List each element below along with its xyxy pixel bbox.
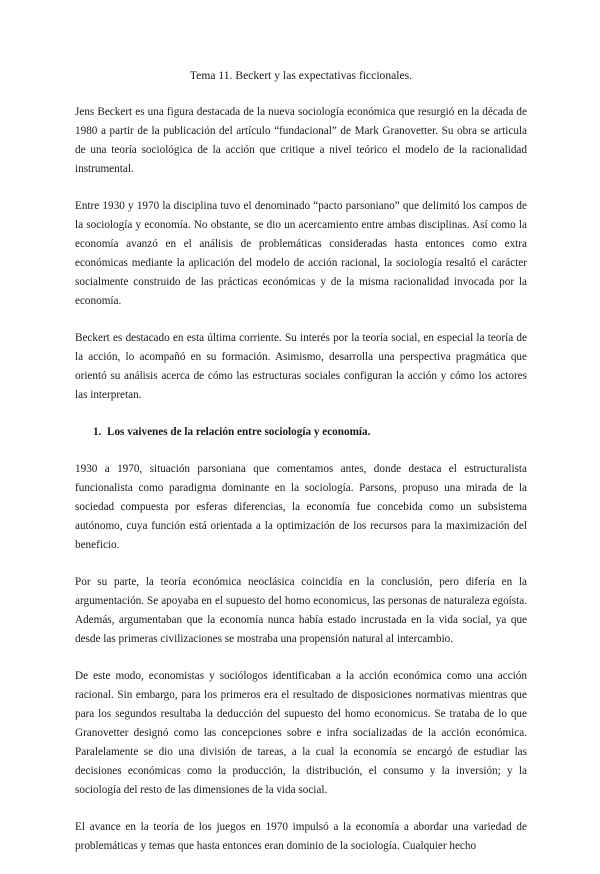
document-page — [75, 66, 527, 874]
paragraph-section-4: El avance en la teoría de los juegos en 1970 impulsó a la economía a abordar una variedad de problemáticas y temas que hasta entonces eran dominio de la sociología. Cualquier hecho — [75, 821, 527, 852]
paragraph-intro-3: Beckert es destacado en esta última corriente. Su interés por la teoría social, en especial la teoría de la acción, lo acompañó en su formación. Asimismo, desarrolla una perspectiva pragmática que orientó su análisis acerca de cómo las estructuras sociales configuran la acción y cómo los actores las interpretan. — [75, 332, 527, 401]
paragraph-intro-2: Entre 1930 y 1970 la disciplina tuvo el denominado “pacto parsoniano” que delimitó los campos de la sociología y economía. No obstante, se dio un acercamiento entre ambas disciplinas. Así como la economía avanzó en el análisis de problemáticas consideradas hasta entonces como extra económicas mediante la aplicación del modelo de acción racional, la sociología resaltó el carácter socialmente construido de las prácticas económicas y de la misma racionalidad invocada por la economía. — [75, 200, 527, 307]
paragraph-section-2: Por su parte, la teoría económica neoclásica coincidía en la conclusión, pero difería en la argumentación. Se apoyaba en el supuesto del homo economicus, las personas de naturaleza egoísta. Además, argumentaban que la economía nunca había estado incrustada en la vida social, ya que desde las primeras civilizaciones se mostraba una propensión natural al intercambio. — [75, 576, 527, 645]
section-number: 1. — [93, 426, 102, 438]
section-heading-text: Los vaivenes de la relación entre sociología y economía. — [107, 426, 371, 438]
paragraph-section-3: De este modo, economistas y sociólogos identificaban a la acción económica como una acción racional. Sin embargo, para los primeros era el resultado de disposiciones normativas mientras que para los segundos resultaba la deducción del supuesto del homo economicus. Se trataba de lo que Granovetter designó como las concepciones sobre e infra socializadas de la acción económica. Paralelamente se dio una división de tareas, a la cual la economía se encargó de estudiar las decisiones económicas como la producción, la distribución, el consumo y la inversión; y la sociología del resto de las dimensiones de la vida social. — [75, 670, 527, 796]
paragraph-intro-1: Jens Beckert es una figura destacada de la nueva sociología económica que resurgió en la década de 1980 a partir de la publicación del artículo “fundacional” de Mark Granovetter. Su obra se articula de una teoría sociológica de la acción que critique a nivel teórico el modelo de la racionalidad instrumental. — [75, 106, 527, 175]
document-title: Tema 11. Beckert y las expectativas ficcionales. — [189, 69, 413, 82]
section-heading — [75, 423, 527, 442]
paragraph-section-1: 1930 a 1970, situación parsoniana que comentamos antes, donde destaca el estructuralista funcionalista como paradigma dominante en la sociología. Parsons, propuso una mirada de la sociedad compuesta por esferas diferencias, la economía fue concebida como un subsistema autónomo, cuya función está orientada a la optimización de los recursos para la maximización del beneficio. — [75, 463, 527, 551]
